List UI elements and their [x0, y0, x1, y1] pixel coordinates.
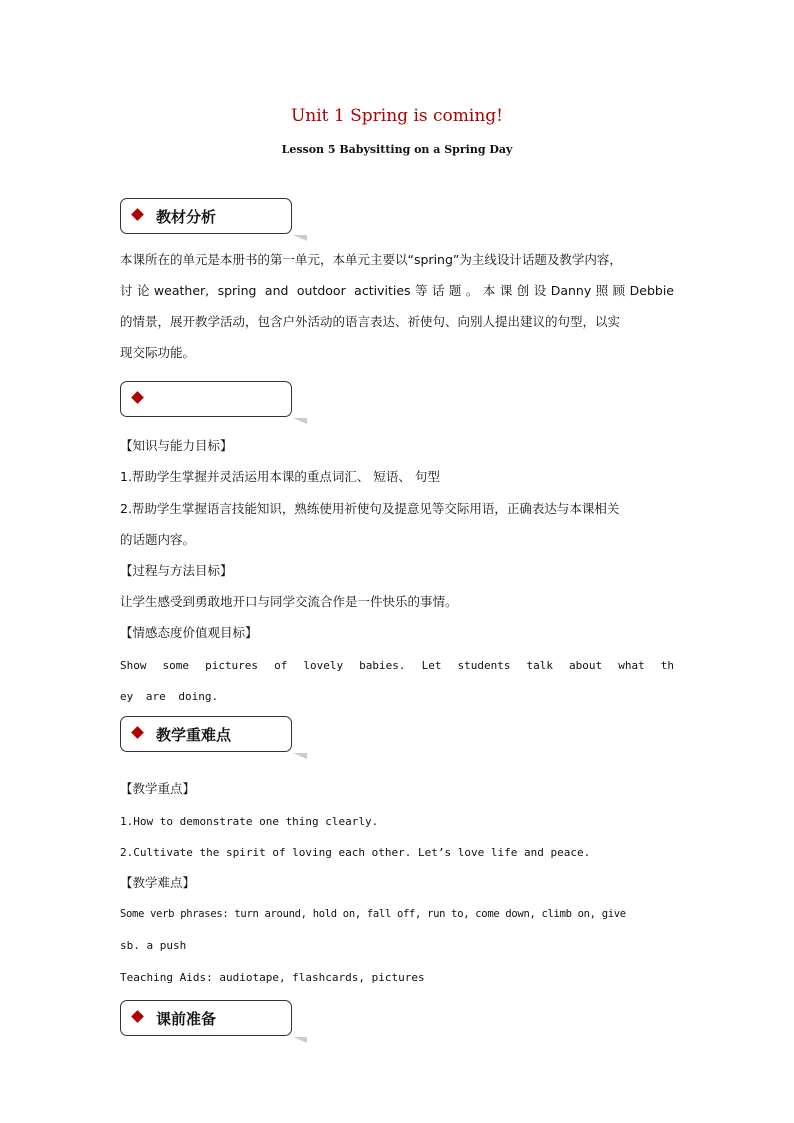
analysis-line-1: 本课所在的单元是本册书的第一单元，本单元主要以“spring”为主线设计话题及教学内容，: [120, 252, 622, 267]
difficulty-label: 【教学难点】: [120, 875, 196, 890]
difficulty-1b: sb. a push: [120, 939, 187, 952]
box-shadow: [293, 235, 307, 241]
section-heading-box-key-points: [120, 716, 292, 752]
knowledge-goal-1: 1.帮助学生掌握并灵活运用本课的重点词汇、 短语、 句型: [120, 469, 440, 484]
analysis-line-4: 现交际功能。: [120, 345, 196, 360]
section-heading-key-points: 教学重难点: [156, 726, 232, 744]
teaching-aids: Teaching Aids: audiotape, flashcards, pictures: [120, 971, 425, 984]
knowledge-goal-2a: 2.帮助学生掌握语言技能知识，熟练使用祈使句及提意见等交际用语，正确表达与本课相关: [120, 501, 620, 516]
emotion-goal-1b: ey are doing.: [120, 690, 219, 703]
box-shadow: [293, 1037, 307, 1043]
focus-label: 【教学重点】: [120, 781, 196, 796]
section-heading-box-analysis: [120, 198, 292, 234]
box-shadow: [293, 418, 307, 424]
analysis-line-3: 的情景，展开教学活动，包含户外活动的语言表达、祈使句、向别人提出建议的句型，以实: [120, 314, 621, 329]
lesson-subtitle: Lesson 5 Babysitting on a Spring Day: [281, 143, 513, 156]
unit-title: Unit 1 Spring is coming!: [290, 106, 504, 126]
process-goal-1: 让学生感受到勇敢地开口与同学交流合作是一件快乐的事情。: [120, 594, 458, 609]
diamond-bullet-icon: [131, 726, 144, 739]
process-goal-label: 【过程与方法目标】: [120, 563, 233, 578]
diamond-bullet-icon: [131, 391, 144, 404]
focus-2: 2.Cultivate the spirit of loving each other. Let’s love life and peace.: [120, 846, 591, 859]
diamond-bullet-icon: [131, 1010, 144, 1023]
section-heading-box-goals: [120, 381, 292, 417]
section-heading-preparation: 课前准备: [156, 1010, 217, 1028]
analysis-line-2: 讨论weather, spring and outdoor activities等话题。本课创设Danny照顾Debbie: [120, 283, 674, 298]
focus-1: 1.How to demonstrate one thing clearly.: [120, 815, 379, 828]
emotion-goal-1a: Show some pictures of lovely babies. Let students talk about what th: [120, 659, 674, 672]
difficulty-1a: Some verb phrases: turn around, hold on, fall off, run to, come down, climb on, give: [120, 908, 626, 920]
knowledge-goal-label: 【知识与能力目标】: [120, 438, 233, 453]
emotion-goal-label: 【情感态度价值观目标】: [120, 625, 258, 640]
section-heading-box-preparation: [120, 1000, 292, 1036]
box-shadow: [293, 753, 307, 759]
diamond-bullet-icon: [131, 208, 144, 221]
knowledge-goal-2b: 的话题内容。: [120, 532, 196, 547]
section-heading-analysis: 教材分析: [156, 208, 217, 226]
